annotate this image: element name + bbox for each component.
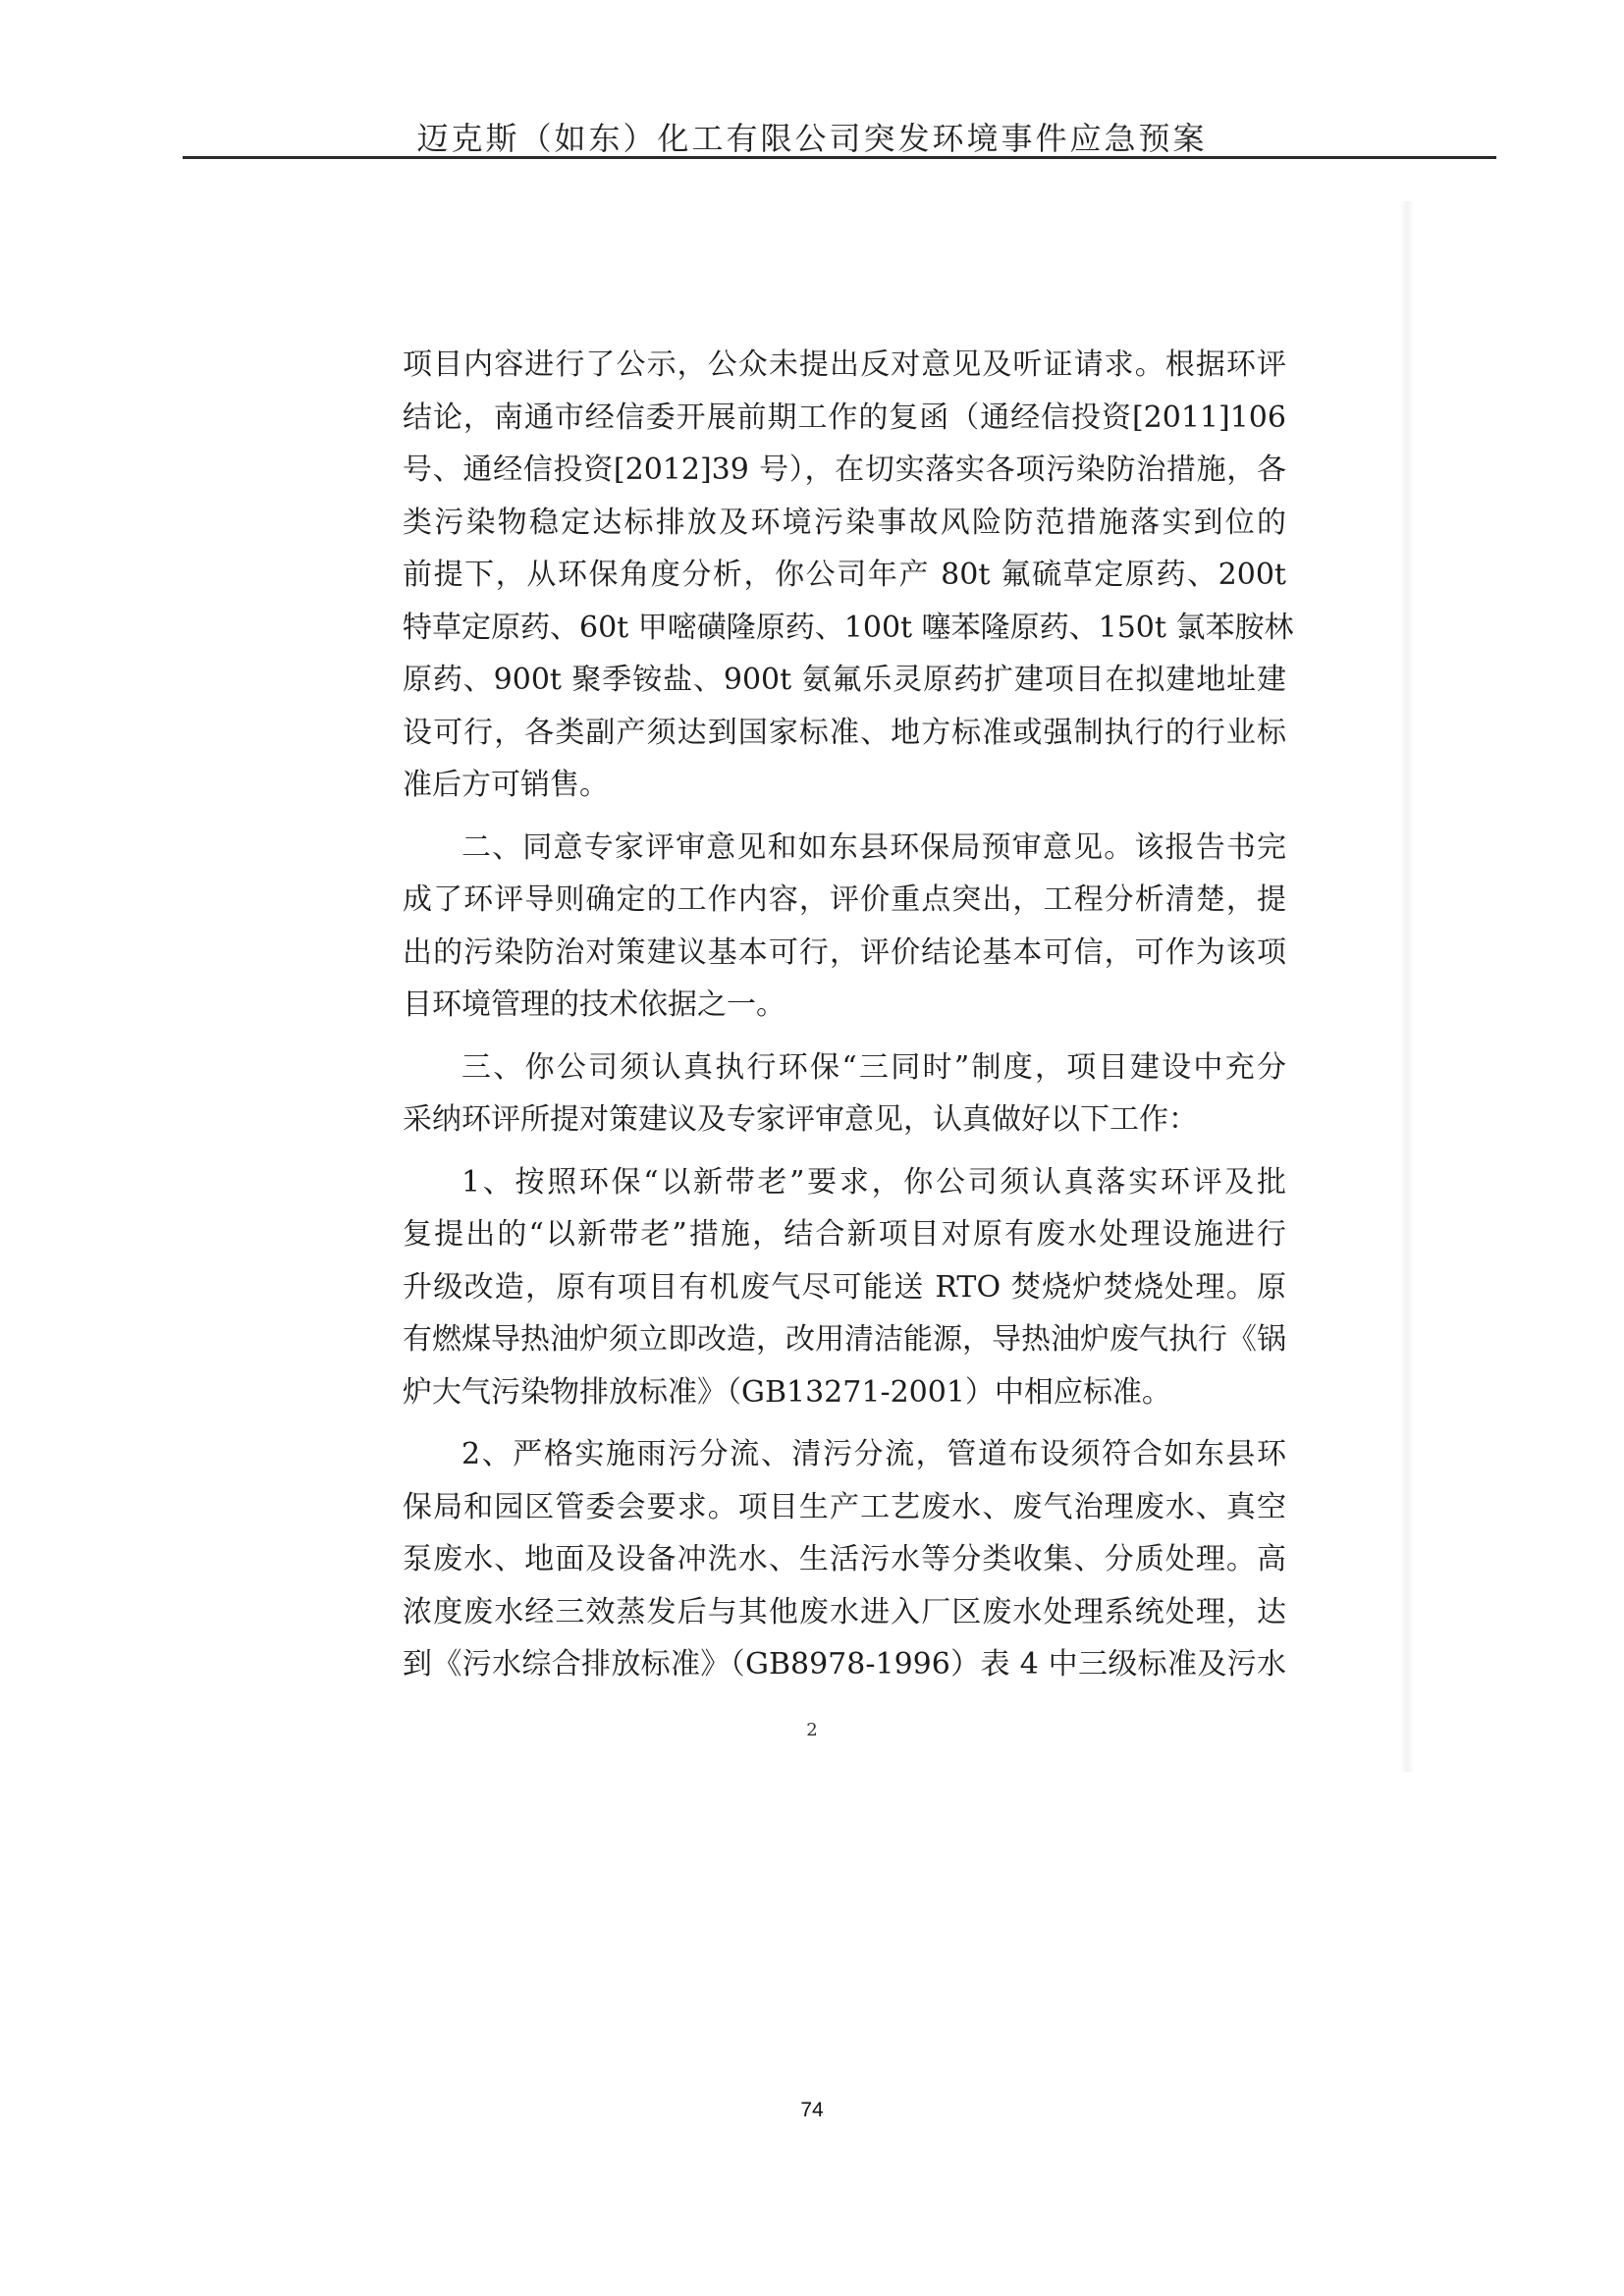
text-line: 升级改造，原有项目有机废气尽可能送 RTO 焚烧炉焚烧处理。原 — [403, 1269, 1286, 1305]
document-body — [403, 339, 1294, 1691]
text-line: 保局和园区管委会要求。项目生产工艺废水、废气治理废水、真空 — [403, 1489, 1286, 1524]
document-header-title: 迈克斯（如东）化工有限公司突发环境事件应急预案 — [416, 120, 1208, 157]
scan-shadow — [1400, 201, 1414, 1772]
header-divider — [183, 156, 1496, 159]
text-line: 项目内容进行了公示，公众未提出反对意见及听证请求。根据环评 — [403, 347, 1286, 382]
text-line: 号、通经信投资[2012]39 号），在切实落实各项污染防治措施，各 — [403, 453, 1286, 487]
text-line: 原药、900t 聚季铵盐、900t 氨氟乐灵原药扩建项目在拟建地址建 — [403, 663, 1286, 697]
text-line: 特草定原药、60t 甲嘧磺隆原药、100t 噻苯隆原药、150t 氯苯胺林 — [403, 610, 1294, 645]
paragraph-3 — [403, 1041, 1286, 1147]
text-line: 前提下，从环保角度分析，你公司年产 80t 氟硫草定原药、200t — [403, 558, 1286, 592]
text-line: 泵废水、地面及设备冲洗水、生活污水等分类收集、分质处理。高 — [403, 1542, 1286, 1576]
text-line: 类污染物稳定达标排放及环境污染事故风险防范措施落实到位的 — [403, 505, 1286, 540]
text-line: 浓度废水经三效蒸发后与其他废水进入厂区废水处理系统处理，达 — [403, 1594, 1286, 1629]
text-line: 到《污水综合排放标准》（GB8978-1996）表 4 中三级标准及污水 — [403, 1647, 1286, 1682]
paragraph-5 — [403, 1428, 1286, 1691]
text-line: 1、按照环保“以新带老”要求，你公司须认真落实环评及批 — [461, 1164, 1286, 1200]
text-line: 二、同意专家评审意见和如东县环保局预审意见。该报告书完 — [461, 829, 1286, 865]
text-line: 炉大气污染物排放标准》（GB13271-2001）中相应标准。 — [403, 1374, 1171, 1410]
paragraph-4 — [403, 1156, 1286, 1419]
text-line: 目环境管理的技术依据之一。 — [403, 988, 785, 1022]
paragraph-1 — [403, 339, 1294, 812]
text-line: 三、你公司须认真执行环保“三同时”制度，项目建设中充分 — [461, 1049, 1286, 1085]
text-line: 设可行，各类副产须达到国家标准、地方标准或强制执行的行业标 — [403, 715, 1286, 750]
text-line: 2、严格实施雨污分流、清污分流，管道布设须符合如东县环 — [461, 1437, 1286, 1471]
text-line: 采纳环评所提对策建议及专家评审意见，认真做好以下工作： — [403, 1102, 1198, 1137]
text-line: 结论，南通市经信委开展前期工作的复函（通经信投资[2011]106 — [403, 400, 1286, 435]
text-line: 成了环评导则确定的工作内容，评价重点突出，工程分析清楚，提 — [403, 882, 1286, 917]
text-line: 有燃煤导热油炉须立即改造，改用清洁能源，导热油炉废气执行《锅 — [403, 1322, 1286, 1357]
page-number: 74 — [800, 2099, 824, 2121]
text-line: 出的污染防治对策建议基本可行，评价结论基本可信，可作为该项 — [403, 934, 1286, 970]
text-line: 准后方可销售。 — [403, 768, 609, 802]
inner-page-number: 2 — [806, 1720, 818, 1740]
text-line: 复提出的“以新带老”措施，结合新项目对原有废水处理设施进行 — [403, 1217, 1286, 1252]
paragraph-2 — [403, 822, 1286, 1032]
